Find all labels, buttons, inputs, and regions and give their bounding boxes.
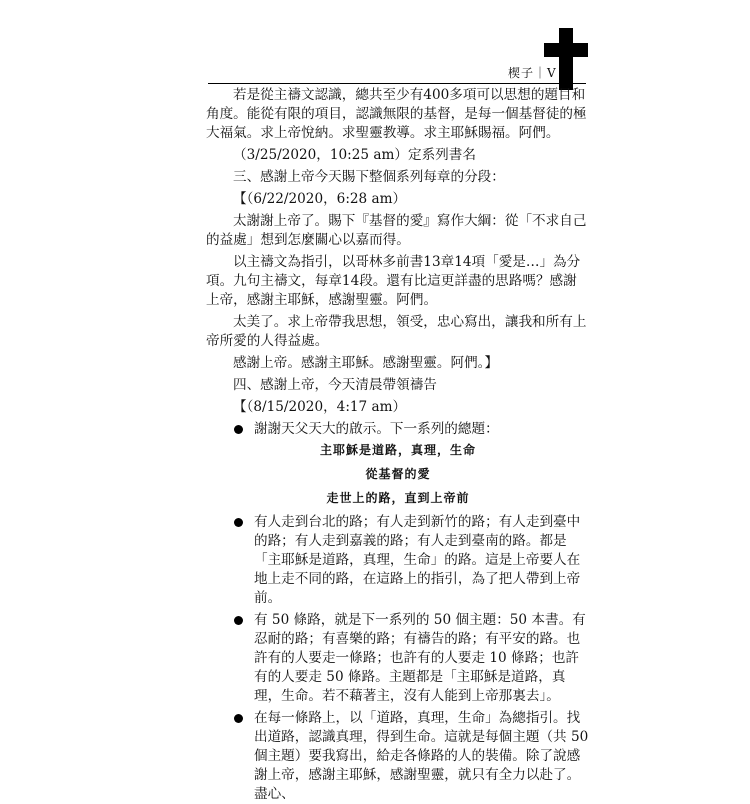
- paragraph: 太美了。求上帝帶我思想，領受，忠心寫出，讓我和所有上帝所愛的人得益處。: [206, 314, 587, 349]
- cross-icon: [544, 28, 588, 90]
- paragraph: （3/25/2020，10:25 am）定系列書名: [233, 147, 476, 163]
- list-item-text: 謝謝天父天大的啟示。下一系列的總題：: [254, 421, 499, 437]
- bullet-icon: [234, 425, 243, 434]
- paragraph: 【（8/15/2020，4:17 am）: [233, 399, 407, 415]
- paragraph: 感謝上帝。感謝主耶穌。感謝聖靈。阿們。】: [233, 355, 499, 371]
- series-title: 從基督的愛: [365, 467, 431, 481]
- paragraph: 以主禱文為指引，以哥林多前書13章14項「愛是…」為分項。九句主禱文，每章14段。還有比這更詳盡的思路嗎？感謝上帝，感謝主耶穌，感謝聖靈。阿們。: [206, 254, 581, 308]
- bullet-icon: [234, 714, 243, 723]
- paragraph: 四、感謝上帝，今天清晨帶領禱告: [233, 377, 437, 393]
- page-body: [206, 86, 590, 804]
- bullet-icon: [234, 616, 243, 625]
- paragraph: 太謝謝上帝了。賜下『基督的愛』寫作大綱：從「不求自己的益處」想到怎麼關心以嘉而得。: [206, 213, 587, 248]
- list-item: [206, 513, 590, 608]
- list-item: [206, 709, 590, 804]
- paragraph: 三、感謝上帝今天賜下整個系列每章的分段：: [233, 169, 505, 185]
- list-item-text: 在每一條路上，以「道路，真理，生命」為總指引。找出道路，認識真理，得到生命。這就是每個主題（共 50 個主題）要我寫出，給走各條路的人的裝備。除了說感謝上帝，感謝主耶穌，感謝聖靈，就只有全力以赴了。盡心、: [254, 710, 589, 802]
- series-title: 走世上的路，直到上帝前: [326, 491, 470, 505]
- bullet-icon: [234, 518, 243, 527]
- paragraph: 【（6/22/2020，6:28 am）: [233, 191, 407, 207]
- series-title: 主耶穌是道路，真理，生命: [319, 443, 476, 457]
- list-item: [206, 420, 590, 439]
- list-item-text: 有 50 條路，就是下一系列的 50 個主題：50 本書。有忍耐的路；有喜樂的路；有禱告的路；有平安的路。也許有的人要走一條路；也許有的人要走 10 條路；也許有的人要走 50 條路。主題都是「主耶穌是道路，真理，生命。若不藉著主，沒有人能到上帝那裏去」。: [254, 612, 586, 704]
- header-rule: [208, 83, 586, 84]
- list-item-text: 有人走到台北的路；有人走到新竹的路；有人走到臺中的路；有人走到嘉義的路；有人走到臺南的路。都是「主耶穌是道路，真理，生命」的路。這是上帝要人在地上走不同的路，在這路上的指引，為了把人帶到上帝前。: [254, 514, 581, 606]
- running-header: 楔子｜V: [508, 66, 557, 80]
- list-item: [206, 611, 590, 706]
- paragraph: 若是從主禱文認識，總共至少有400多項可以思想的題目和角度。能從有限的項目，認識無限的基督，是每一個基督徒的極大福氣。求上帝悅納。求聖靈教導。求主耶穌賜福。阿們。: [206, 87, 587, 141]
